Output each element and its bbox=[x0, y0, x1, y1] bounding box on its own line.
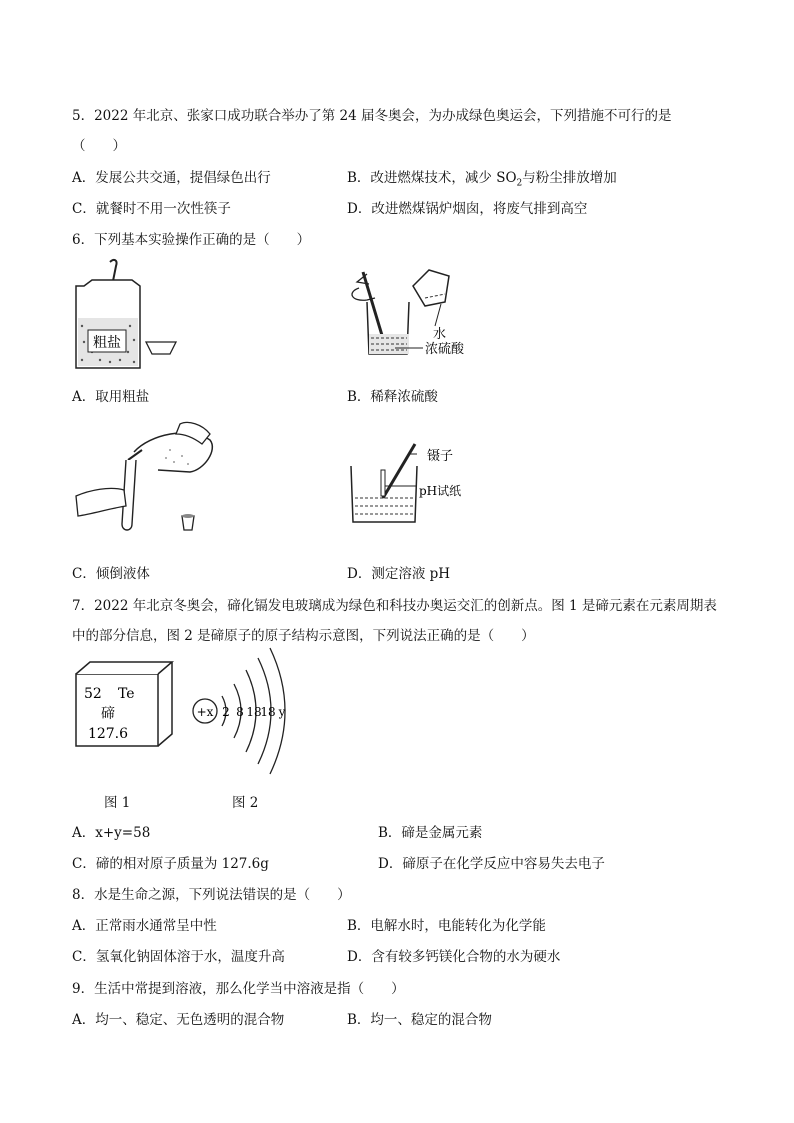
fig1-element-cell bbox=[74, 660, 180, 750]
q5-option-d[interactable]: D．改进燃煤锅炉烟囱，将废气排到高空 bbox=[347, 201, 588, 217]
q6-option-d[interactable]: D．测定溶液 pH bbox=[347, 566, 451, 582]
q5-option-a[interactable]: A．发展公共交通，提倡绿色出行 bbox=[72, 170, 271, 186]
hand-left bbox=[76, 488, 126, 516]
q9-stem: 9．生活中常提到溶液，那么化学当中溶液是指（ ） bbox=[72, 981, 405, 997]
fig-pour-liquid bbox=[70, 420, 220, 545]
shell-4: 18 bbox=[260, 705, 276, 719]
q5-option-b[interactable] bbox=[347, 166, 617, 189]
q5-option-c[interactable]: C．就餐时不用一次性筷子 bbox=[72, 201, 231, 217]
nucleus-charge: +x bbox=[196, 705, 214, 719]
element-symbol: Te bbox=[118, 686, 135, 702]
q8-option-d[interactable]: D．含有较多钙镁化合物的水为硬水 bbox=[347, 949, 561, 965]
q5-answer-paren: （ ） bbox=[72, 138, 126, 154]
water-label: 水 bbox=[433, 327, 447, 342]
tweezers bbox=[383, 444, 415, 498]
q6-option-a[interactable]: A．取用粗盐 bbox=[72, 389, 150, 405]
fig2-caption: 图 2 bbox=[232, 795, 259, 811]
q5-option-b-subscript: 2 bbox=[516, 178, 523, 189]
stir-arrow bbox=[352, 288, 375, 300]
q7-option-d[interactable]: D．碲原子在化学反应中容易失去电子 bbox=[378, 856, 605, 872]
q9-option-a[interactable]: A．均一、稳定、无色透明的混合物 bbox=[72, 1012, 285, 1028]
fig-take-salt bbox=[70, 256, 180, 376]
q6-stem: 6．下列基本实验操作正确的是（ ） bbox=[72, 232, 311, 248]
q8-option-c[interactable]: C．氢氧化钠固体溶于水，温度升高 bbox=[72, 949, 285, 965]
tweezers-label: 镊子 bbox=[427, 449, 454, 464]
atomic-number: 52 bbox=[84, 686, 102, 702]
fig2-atom-diagram bbox=[188, 646, 298, 776]
q7-option-a[interactable]: A．x+y=58 bbox=[72, 825, 151, 841]
salt-label: 粗盐 bbox=[93, 335, 121, 351]
q6-option-c[interactable]: C．倾倒液体 bbox=[72, 566, 150, 582]
element-name: 碲 bbox=[101, 706, 115, 722]
atomic-mass: 127.6 bbox=[87, 726, 129, 742]
shell-5: y bbox=[278, 705, 286, 719]
q5-option-b-text: B．改进燃煤技术，减少 SO bbox=[347, 170, 517, 186]
q5-option-b-tail: 与粉尘排放增加 bbox=[522, 170, 617, 186]
q8-stem: 8．水是生命之源，下列说法错误的是（ ） bbox=[72, 887, 351, 903]
ph-paper bbox=[381, 470, 385, 496]
q7-option-b[interactable]: B．碲是金属元素 bbox=[378, 825, 483, 841]
acid-label: 浓硫酸 bbox=[425, 342, 465, 357]
fig1-caption: 图 1 bbox=[104, 795, 131, 811]
fig-dilute-acid bbox=[345, 262, 485, 372]
shell-2: 8 bbox=[236, 705, 244, 719]
q6-option-b[interactable]: B．稀释浓硫酸 bbox=[347, 389, 438, 405]
shell-1: 2 bbox=[222, 705, 230, 719]
pouring-beaker bbox=[413, 270, 449, 306]
q5-stem: 5．2022 年北京、张家口成功联合举办了第 24 届冬奥会，为办成绿色奥运会，下列措施不可行的是 bbox=[72, 108, 672, 124]
q7-stem-line1: 7．2022 年北京冬奥会，碲化镉发电玻璃成为绿色和科技办奥运交汇的创新点。图 1 是碲元素在元素周期表 bbox=[72, 598, 717, 614]
evaporating-dish bbox=[146, 342, 176, 354]
q7-stem-line2: 中的部分信息，图 2 是碲原子的原子结构示意图，下列说法正确的是（ ） bbox=[72, 628, 535, 644]
ph-paper-label: pH试纸 bbox=[419, 484, 462, 498]
q8-option-a[interactable]: A．正常雨水通常呈中性 bbox=[72, 918, 217, 934]
q9-option-b[interactable]: B．均一、稳定的混合物 bbox=[347, 1012, 492, 1028]
shell-3: 18 bbox=[246, 705, 262, 719]
q7-option-c[interactable]: C．碲的相对原子质量为 127.6g bbox=[72, 856, 269, 872]
bottle-cap bbox=[182, 516, 194, 530]
fig-measure-ph bbox=[345, 440, 485, 530]
q8-option-b[interactable]: B．电解水时，电能转化为化学能 bbox=[347, 918, 546, 934]
